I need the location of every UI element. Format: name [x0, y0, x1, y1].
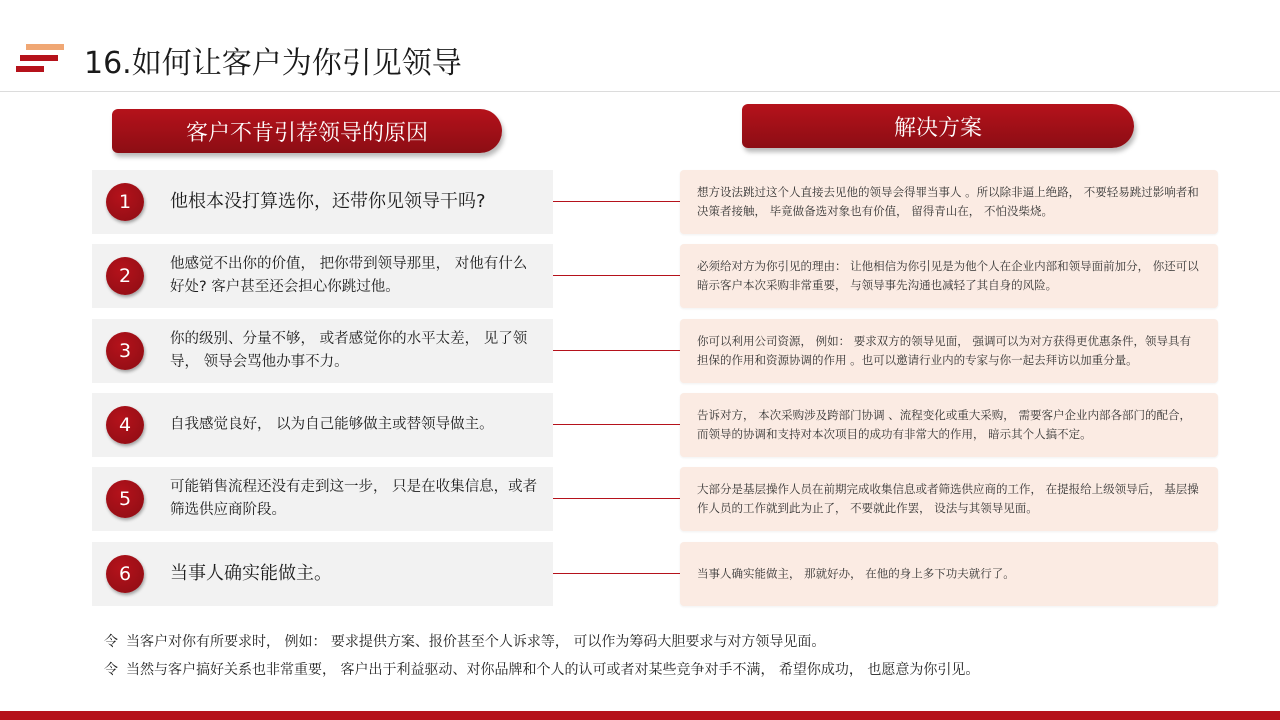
reason-text: 当事人确实能做主。 — [170, 563, 332, 584]
solution-text: 想方设法跳过这个人直接去见他的领导会得罪当事人 。所以除非逼上绝路， 不要轻易跳过影响者和决策者接触， 毕竟做备选对象也有价值， 留得青山在， 不怕没柴烧。 — [697, 185, 1199, 218]
footnotes — [104, 628, 979, 684]
connector-line — [553, 201, 680, 202]
row-number-badge: 4 — [106, 406, 144, 444]
solution-text: 当事人确实能做主， 那就好办， 在他的身上多下功夫就行了。 — [697, 566, 1015, 581]
title-divider — [0, 91, 1280, 92]
footnote-item — [104, 628, 979, 656]
logo-bar-bottom — [16, 66, 44, 72]
reason-text: 自我感觉良好， 以为自己能够做主或替领导做主。 — [170, 416, 494, 433]
bottom-accent-bar — [0, 711, 1280, 720]
reason-card-2 — [92, 244, 553, 308]
row-number-badge: 5 — [106, 480, 144, 518]
solution-text: 你可以利用公司资源， 例如： 要求双方的领导见面， 强调可以为对方获得更优惠条件，领导具有担保的作用和资源协调的作用 。也可以邀请行业内的专家与你一起去拜访以加重分量。 — [697, 334, 1191, 367]
logo-bar-middle — [20, 55, 58, 61]
connector-line — [553, 275, 680, 276]
reason-card-1 — [92, 170, 553, 234]
solution-card-3 — [680, 319, 1218, 383]
reason-card-4 — [92, 393, 553, 457]
solution-text: 告诉对方， 本次采购涉及跨部门协调 、流程变化或重大采购， 需要客户企业内部各部门的配合， 而领导的协调和支持对本次项目的成功有非常大的作用， 暗示其个人搞不定。 — [697, 408, 1191, 441]
reason-text: 可能销售流程还没有走到这一步， 只是在收集信息，或者筛选供应商阶段。 — [170, 479, 538, 518]
note-bullet-icon: 令 — [104, 662, 118, 678]
solution-card-4 — [680, 393, 1218, 457]
solution-card-2 — [680, 244, 1218, 308]
reasons-banner: 客户不肯引荐领导的原因 — [112, 109, 502, 153]
reason-card-6 — [92, 542, 553, 606]
reason-text: 他感觉不出你的价值， 把你带到领导那里， 对他有什么好处? 客户甚至还会担心你跳过他。 — [170, 256, 528, 295]
reason-text: 他根本没打算选你，还带你见领导干吗? — [170, 191, 486, 212]
connector-line — [553, 498, 680, 499]
logo-bar-top — [26, 44, 64, 50]
solution-text: 必须给对方为你引见的理由： 让他相信为你引见是为他个人在企业内部和领导面前加分， 你还可以暗示客户本次采购非常重要， 与领导事先沟通也减轻了其自身的风险。 — [697, 259, 1199, 292]
stacked-bars-logo-icon — [16, 44, 64, 78]
footnote-item — [104, 656, 979, 684]
solution-text: 大部分是基层操作人员在前期完成收集信息或者筛选供应商的工作， 在提报给上级领导后， 基层操作人员的工作就到此为止了， 不要就此作罢， 设法与其领导见面。 — [697, 482, 1199, 515]
row-number-badge: 6 — [106, 555, 144, 593]
reason-card-3 — [92, 319, 553, 383]
note-bullet-icon: 令 — [104, 634, 118, 650]
connector-line — [553, 424, 680, 425]
row-number-badge: 3 — [106, 332, 144, 370]
footnote-text: 当客户对你有所要求时， 例如： 要求提供方案、报价甚至个人诉求等， 可以作为筹码大胆要求与对方领导见面。 — [126, 634, 826, 650]
reason-text: 你的级别、分量不够， 或者感觉你的水平太差， 见了领导， 领导会骂他办事不力。 — [170, 331, 528, 370]
row-number-badge: 1 — [106, 183, 144, 221]
footnote-text: 当然与客户搞好关系也非常重要， 客户出于利益驱动、对你品牌和个人的认可或者对某些竞争对手不满， 希望你成功， 也愿意为你引见。 — [126, 662, 980, 678]
row-number-badge: 2 — [106, 257, 144, 295]
connector-line — [553, 573, 680, 574]
page-title: 16.如何让客户为你引见领导 — [84, 46, 462, 81]
solution-card-1 — [680, 170, 1218, 234]
reason-card-5 — [92, 467, 553, 531]
connector-line — [553, 350, 680, 351]
solution-card-5 — [680, 467, 1218, 531]
solution-card-6 — [680, 542, 1218, 606]
solutions-banner: 解决方案 — [742, 104, 1134, 148]
